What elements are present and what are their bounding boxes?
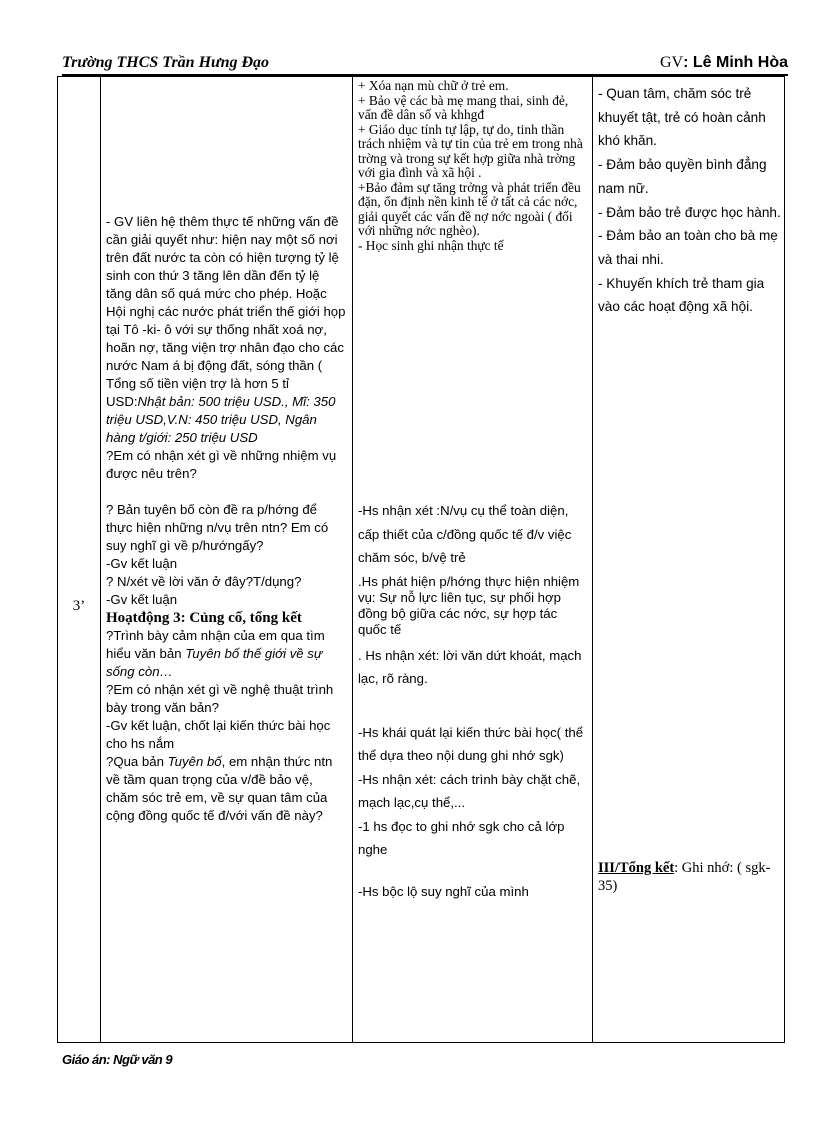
- content-item: - Đảm bảo quyền bình đẳng nam nữ.: [598, 157, 767, 196]
- school-name: Trường THCS Trần Hưng Đạo: [62, 54, 270, 71]
- activity-heading: Hoạtđộng 3: Củng cố, tổng kết: [106, 610, 302, 626]
- question: ?Qua bản Tuyên bố, em nhận thức ntn về tầm quan trọng của v/đề bảo vệ, chăm sóc trẻ em, về sự quan tâm của cộng đồng quốc tế đ/với vấn đề này?: [106, 754, 333, 823]
- teacher-name: [660, 54, 788, 72]
- question: ?Em có nhận xét gì về nghệ thuật trình bày trong văn bản?: [106, 682, 334, 715]
- column-divider: [100, 77, 101, 1042]
- student-item: -Hs bộc lộ suy nghĩ của mình: [358, 883, 529, 899]
- lesson-table: [57, 76, 785, 1043]
- content-item: - Đảm bảo trẻ được học hành.: [598, 204, 781, 220]
- question: ? Bản tuyên bố còn đề ra p/hớng để thực hiện những n/vụ trên ntn? Em có suy nghĩ gì về p/hướngấy?: [106, 502, 329, 553]
- page-header: [62, 54, 788, 76]
- column-divider: [352, 77, 353, 1042]
- question: ?Em có nhận xét gì về những nhiệm vụ được nêu trên?: [106, 448, 337, 481]
- student-item: -Hs nhận xét: cách trình bày chặt chẽ, mạch lạc,cụ thể,...: [358, 771, 581, 810]
- student-item: -Hs khái quát lại kiến thức bài học( thể thể dựa theo nội dung ghi nhớ sgk): [358, 724, 584, 763]
- student-item: + Bảo vệ các bà mẹ mang thai, sinh đẻ, vấn đề dân số và khhgđ: [358, 92, 569, 122]
- student-item: .Hs phát hiện p/hớng thực hiện nhiệm vụ: Sự nỗ lực liên tục, sự phối hợp đồng bộ giữa các nớc, sự hợp tác quốc tế: [358, 573, 580, 637]
- student-item: . Hs nhận xét: lời văn dứt khoát, mạch lạc, rõ ràng.: [358, 647, 582, 686]
- question: ? N/xét về lời văn ở đây?T/dụng?: [106, 574, 302, 589]
- content-item: - Đảm bảo an toàn cho bà mẹ và thai nhi.: [598, 228, 778, 267]
- teacher-conclusion: -Gv kết luận, chốt lại kiến thức bài học cho hs nắm: [106, 718, 331, 751]
- student-item: -1 hs đọc to ghi nhớ sgk cho cả lớp nghe: [358, 818, 565, 857]
- summary: [598, 859, 784, 895]
- teacher-name-value: : Lê Minh Hòa: [683, 54, 788, 71]
- time-cell: 3’: [72, 598, 86, 614]
- teacher-note: - GV liên hệ thêm thực tế những vấn đề cần giải quyết như: hiện nay một số nơi trên đất nước ta còn có hiện tượng tỷ lệ sinh con thứ 3 tăng lên dần đến tỷ lệ tăng dân số quá mức cho phép. Hoặc Hội nghị các nước phát triển thế giới họp tại Tô -ki- ô với sự thống nhất xoá nợ, hoãn nợ, tăng viện trợ nhân đạo cho các nước Nam á bị động đất, sóng thần ( Tổng số tiền viện trợ là hơn 5 tỉ USD:Nhật bản: 500 triệu USD., Mĩ: 350 triệu USD,V.N: 450 triệu USD, Ngân hàng t/giới: 250 triệu USD: [106, 214, 346, 445]
- student-item: + Xóa nạn mù chữ ở trẻ em.: [358, 78, 509, 93]
- summary-text: : Ghi nhớ: ( sgk-35): [598, 860, 771, 895]
- column-divider: [592, 77, 593, 1042]
- teacher-conclusion: -Gv kết luận: [106, 556, 178, 571]
- teacher-conclusion: -Gv kết luận: [106, 592, 178, 607]
- content-item: - Quan tâm, chăm sóc trẻ khuyết tật, trẻ có hoàn cảnh khó khăn.: [598, 86, 766, 149]
- page-footer: Giáo án: Ngữ văn 9: [62, 1052, 173, 1067]
- student-item: - Học sinh ghi nhận thực tế: [358, 237, 504, 253]
- summary-title: III/Tổng kết: [598, 860, 675, 877]
- content-cell: [598, 82, 784, 895]
- content-item: - Khuyến khích trẻ tham gia vào các hoạt động xã hội.: [598, 275, 765, 315]
- teacher-label: GV: [660, 54, 684, 71]
- student-activity-cell: [358, 79, 588, 903]
- teacher-activity-cell: [106, 85, 346, 825]
- question: ?Trình bày cảm nhận của em qua tìm hiểu văn bản Tuyên bố thế giới về sự sống còn…: [106, 628, 325, 679]
- student-item: + Giáo dục tính tự lập, tự do, tinh thần trách nhiệm và tự tin của trẻ em trong nhà trờng và trong sự kết hợp giữa nhà trờng với gia đình và xã hội .: [358, 121, 583, 180]
- student-item: +Bảo đảm sự tăng trởng và phát triển đều đặn, ổn định nền kinh tế ở tất cả các nớc, giải quyết các vấn đề nợ nớc ngoài ( đối với những nớc nghèo).: [358, 179, 581, 238]
- student-item: -Hs nhận xét :N/vụ cụ thể toàn diện, cấp thiết của c/đồng quốc tế đ/v việc chăm sóc, b/vệ trẻ: [358, 503, 572, 565]
